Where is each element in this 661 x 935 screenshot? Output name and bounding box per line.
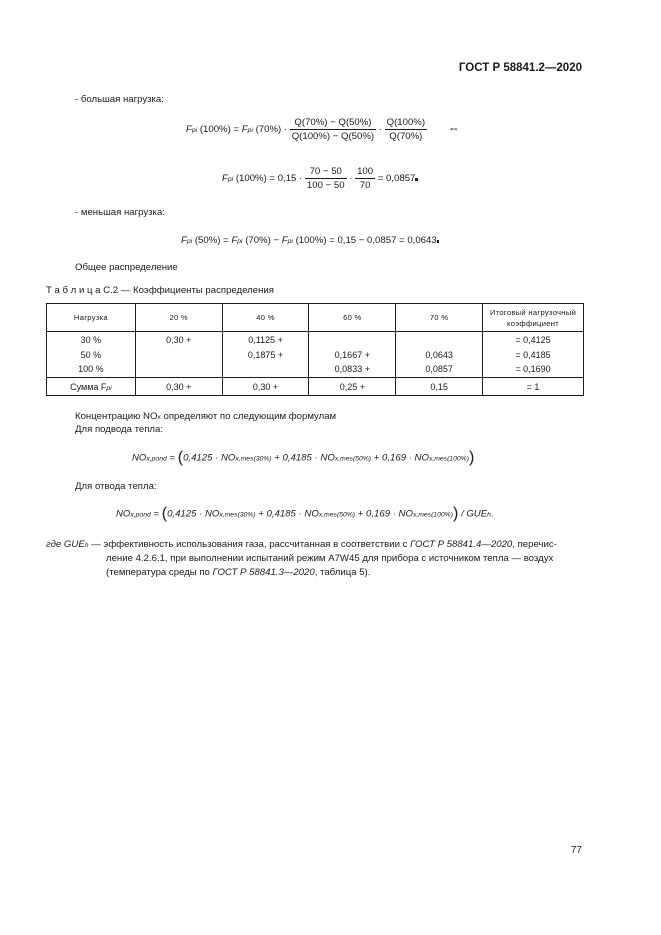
equivalence-icon: ⇔ <box>447 121 460 136</box>
formula2-fraction-1: $\frac{70 - 50}{100 - 50}$ <box>306 166 345 191</box>
table-header-row <box>47 304 584 332</box>
general-distribution-label: Общее распределение <box>75 262 178 273</box>
table-header: 60 % <box>309 304 396 332</box>
table-sum-row <box>47 378 584 396</box>
formula-high-load-value: Fpi (100%) = 0,15 · $\frac{70 - 50}{100 - 50}$ · $\frac{100}{70}$ = 0,0857 <box>222 166 418 191</box>
formula-nox-cooling: NOx,pond = (0,4125 · NOx,mes(30%) + 0,4185 · NOx,mes(50%) + 0,169 · NOx,mes(100%)) / GUEh. <box>116 505 494 522</box>
where-explanation: где GUEh — эффективность использования газа, рассчитанная в соответствии с ГОСТ Р 58841.4—2020, перечис- ление 4.2.6.1, при выполнении испытаний режим А7W45 для прибора с источником тепла — воздух (температура среды по ГОСТ Р 58841.3—2020, таблица 5). <box>46 539 557 578</box>
table-cell-total: = 0,4125 = 0,4185 = 0,1690 <box>483 332 584 378</box>
table-cell-20: 0,30 + <box>135 332 222 378</box>
table-cell: 0,25 + <box>309 378 396 396</box>
formula2-fraction-2: $\frac{100}{70}$ <box>357 166 374 191</box>
table-cell-load: 30 % 50 % 100 % <box>47 332 136 378</box>
cooling-label: Для отвода тепла: <box>75 481 157 492</box>
table-cell-70: 0,0643 0,0857 <box>396 332 483 378</box>
distribution-table <box>46 303 584 396</box>
table-header: 70 % <box>396 304 483 332</box>
table-cell: 0,30 + <box>222 378 309 396</box>
table-cell: 0,30 + <box>135 378 222 396</box>
table-header: 20 % <box>135 304 222 332</box>
formula-low-load: Fpi (50%) = Fpi (70%) − Fpi (100%) = 0,15 − 0,0857 = 0,0643 <box>181 235 439 246</box>
high-load-label: - большая нагрузка: <box>75 94 164 105</box>
formula1-fraction-1: $\frac{Q(70\%) - Q(50\%)}{Q(100\%) - Q(50\%)}$ <box>291 117 375 142</box>
table-header: Итоговый нагрузочный коэффициент <box>483 304 584 332</box>
end-mark <box>437 240 440 244</box>
page-number: 77 <box>570 845 582 856</box>
formula2-result: = 0,0857 <box>377 173 416 185</box>
table-sum-label: Сумма Fpi <box>47 378 136 396</box>
formula1-lhs-arg: (100%) <box>199 124 231 136</box>
formula1-rhs-arg: (70%) <box>255 124 282 136</box>
formula1-fraction-2: $\frac{Q(100\%)}{Q(70\%)}$ <box>386 117 426 142</box>
low-load-label: - меньшая нагрузка: <box>75 207 165 218</box>
nox-intro: Концентрацию NOx определяют по следующим формулам <box>75 411 337 422</box>
table-cell-40: 0,1125 + 0,1875 + <box>222 332 309 378</box>
table-header: Нагрузка <box>47 304 136 332</box>
table-cell-60: 0,1667 + 0,0833 + <box>309 332 396 378</box>
heating-label: Для подвода тепла: <box>75 424 164 435</box>
formula-high-load: Fpi (100%) = Fpi (70%) · $\frac{Q(70\%) - Q(50\%)}{Q(100\%) - Q(50\%)}$ · $\frac{Q(100\%)}{Q(70\%)}$ ⇔ <box>186 117 460 142</box>
end-mark <box>415 178 418 182</box>
table-cell: = 1 <box>483 378 584 396</box>
formula-nox-heating: NOx,pond = (0,4125 · NOx,mes(30%) + 0,4185 · NOx,mes(50%) + 0,169 · NOx,mes(100%)) <box>132 449 475 466</box>
table-caption: Т а б л и ц а С.2 — Коэффициенты распределения <box>46 285 274 296</box>
table-cell: 0,15 <box>396 378 483 396</box>
table-header: 40 % <box>222 304 309 332</box>
table-body-row <box>47 332 584 378</box>
document-header: ГОСТ Р 58841.2—2020 <box>458 62 582 74</box>
